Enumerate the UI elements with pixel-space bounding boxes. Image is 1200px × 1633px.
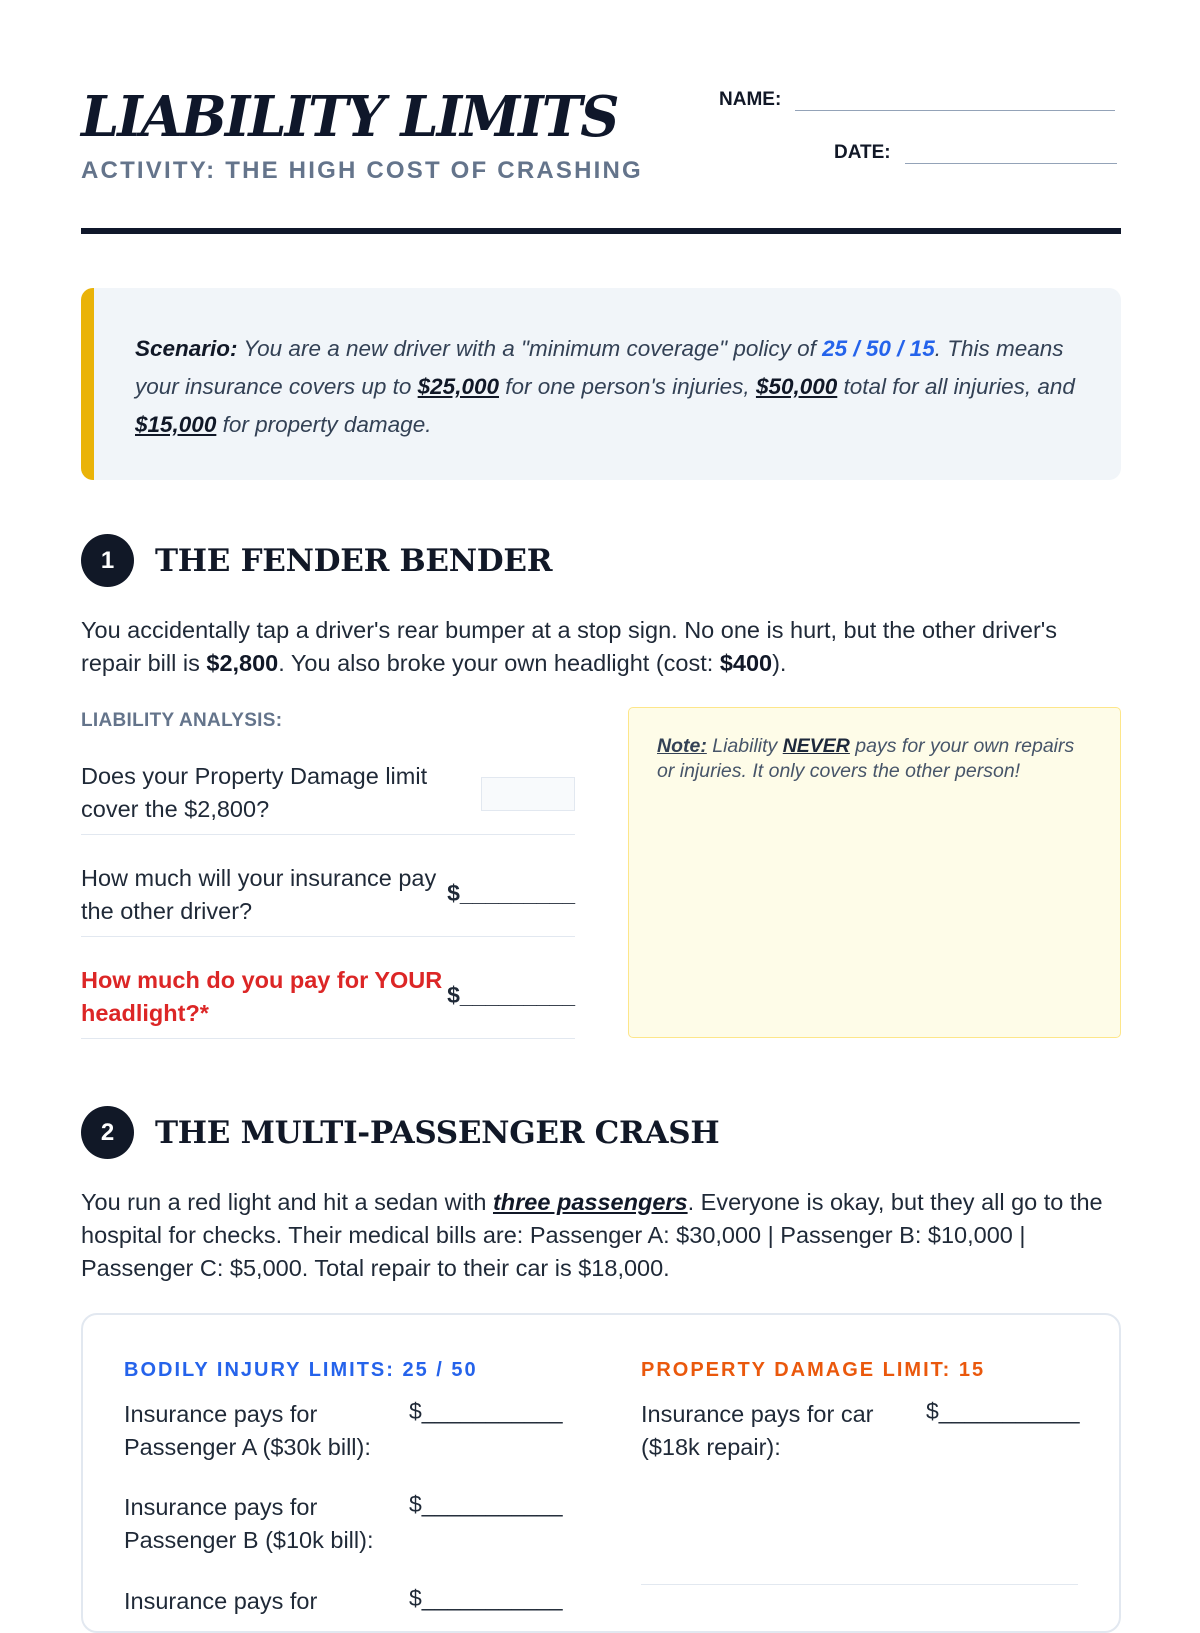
limit-property: $15,000	[135, 412, 217, 437]
bodily-injury-heading: BODILY INJURY LIMITS: 25 / 50	[124, 1359, 478, 1381]
question-3: How much do you pay for YOUR headlight?*	[81, 967, 443, 1026]
section-2-number: 2	[81, 1106, 134, 1159]
s1-text-3: ).	[772, 650, 787, 676]
passenger-a-label: Insurance pays for Passenger A ($30k bill):	[124, 1401, 371, 1460]
property-damage-heading: PROPERTY DAMAGE LIMIT: 15	[641, 1359, 986, 1381]
note-label: Note:	[657, 735, 707, 757]
passenger-b-label: Insurance pays for Passenger B ($10k bill):	[124, 1494, 374, 1553]
scenario-text-1: You are a new driver with a "minimum coverage" policy of	[237, 336, 823, 361]
s1-text-2: . You also broke your own headlight (cost:	[278, 650, 720, 676]
s1-text-1: You accidentally tap a driver's rear bumper at a stop sign. No one is hurt, but the other driver's repair bill is	[81, 617, 1058, 676]
answer-blank-2[interactable]: $_________	[447, 880, 575, 906]
three-passengers-emphasis: three passengers	[492, 1189, 688, 1215]
name-label: NAME:	[719, 89, 782, 110]
section-2-title: THE MULTI-PASSENGER CRASH	[155, 1114, 720, 1151]
answer-box-1[interactable]	[481, 777, 575, 811]
question-row-3	[81, 964, 575, 1039]
scenario-text-2: . This means your insurance covers up to	[135, 336, 1064, 399]
limit-per-accident: $50,000	[755, 374, 838, 399]
question-1: Does your Property Damage limit cover the $2,800?	[81, 763, 428, 822]
car-repair-label: Insurance pays for car ($18k repair):	[641, 1401, 874, 1460]
headlight-cost: $400	[719, 650, 773, 676]
s2-text-1: You run a red light and hit a sedan with	[81, 1189, 493, 1215]
scenario-text-3: for one person's injuries,	[499, 374, 756, 399]
policy-limits: 25 / 50 / 15	[822, 336, 935, 361]
passenger-c-label: Insurance pays for	[124, 1588, 318, 1614]
note-text-2: pays for your own repairs or injuries. It only covers the other person!	[657, 735, 1075, 782]
s2-text-2: . Everyone is okay, but they all go to the hospital for checks. Their medical bills are: Passenger A: $30,000 | Passenger B: $10,000 | Passenger C: $5,000. Total repair to their car is $18,000.	[81, 1189, 1103, 1281]
question-row-2	[81, 862, 575, 937]
section-2-description	[81, 1186, 1121, 1285]
question-row-1	[81, 760, 575, 835]
section-1-title: THE FENDER BENDER	[155, 542, 553, 579]
scenario-text	[135, 330, 1085, 444]
car-repair-blank[interactable]: $___________	[926, 1398, 1080, 1424]
scenario-lead: Scenario:	[135, 336, 238, 361]
analysis-label: LIABILITY ANALYSIS:	[81, 710, 283, 731]
name-input-line[interactable]	[795, 88, 1115, 111]
limits-worksheet-box	[81, 1313, 1121, 1633]
scenario-text-5: for property damage.	[216, 412, 432, 437]
section-1-description	[81, 614, 1121, 680]
passenger-a-blank[interactable]: $___________	[409, 1398, 563, 1424]
section-2-header	[81, 1106, 719, 1159]
note-box	[628, 707, 1121, 1038]
date-field[interactable]	[834, 141, 1117, 164]
passenger-c-blank[interactable]: $___________	[409, 1585, 563, 1611]
property-divider	[641, 1584, 1078, 1585]
section-1-header	[81, 534, 552, 587]
page-subtitle: ACTIVITY: THE HIGH COST OF CRASHING	[81, 157, 643, 184]
section-1-number: 1	[81, 534, 134, 587]
scenario-text-4: total for all injuries, and	[837, 374, 1075, 399]
name-field[interactable]	[719, 88, 1115, 111]
limit-per-person: $25,000	[417, 374, 499, 399]
note-text-1: Liability	[706, 735, 783, 757]
scenario-accent-bar	[81, 288, 94, 480]
note-text	[657, 734, 1077, 784]
note-never: NEVER	[782, 735, 850, 757]
date-label: DATE:	[834, 142, 891, 163]
date-input-line[interactable]	[905, 141, 1117, 164]
repair-bill-amount: $2,800	[206, 650, 279, 676]
page-title: LIABILITY LIMITS	[81, 84, 618, 150]
passenger-b-blank[interactable]: $___________	[409, 1491, 563, 1517]
question-2: How much will your insurance pay the other driver?	[81, 865, 437, 924]
scenario-callout	[81, 288, 1121, 480]
answer-blank-3[interactable]: $_________	[447, 982, 575, 1008]
header-divider	[81, 228, 1121, 234]
